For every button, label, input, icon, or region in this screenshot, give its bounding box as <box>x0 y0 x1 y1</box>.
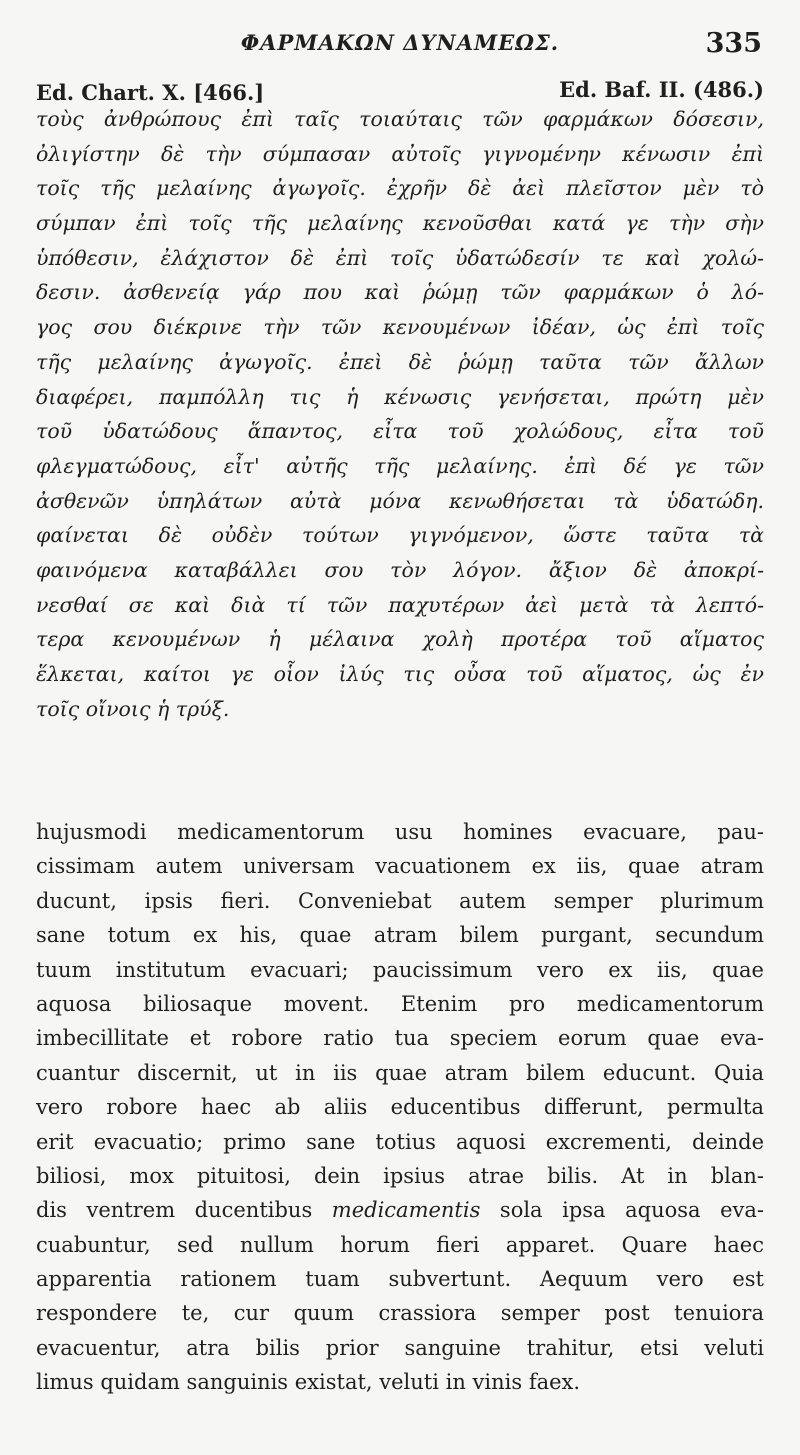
greek-text-block <box>36 102 764 726</box>
greek-text-line: τοῖς τῆς μελαίνης ἀγωγοῖς. ἐχρῆν δὲ ἀεὶ πλεῖστον μὲν τὸ <box>36 176 764 201</box>
latin-text-line: imbecillitate et robore ratio tua speciem eorum quae eva- <box>36 1026 764 1051</box>
greek-text-line: νεσθαί σε καὶ διὰ τί τῶν παχυτέρων ἀεὶ μετὰ τὰ λεπτό- <box>36 592 764 617</box>
greek-text-line: φλεγματώδους, εἶτ' αὐτῆς τῆς μελαίνης. ἐπὶ δέ γε τῶν <box>36 453 764 478</box>
edition-reference-left: Ed. Chart. X. [466.] <box>36 80 265 105</box>
greek-text-line: ὑπόθεσιν, ἐλάχιστον δὲ ἐπὶ τοῖς ὑδατώδεσίν τε καὶ χολώ- <box>36 245 764 270</box>
greek-text-line: διαφέρει, παμπόλλη τις ἡ κένωσις γενήσεται, πρώτη μὲν <box>36 384 764 409</box>
greek-text-line: τῆς μελαίνης ἀγωγοῖς. ἐπεὶ δὲ ῥώμῃ ταῦτα τῶν ἄλλων <box>36 349 764 374</box>
latin-text-line: cuabuntur, sed nullum horum fieri apparet. Quare haec <box>36 1232 764 1257</box>
greek-text-line: τοῦ ὑδατώδους ἅπαντος, εἶτα τοῦ χολώδους, εἶτα τοῦ <box>36 419 764 444</box>
latin-text-line: dis ventrem ducentibus medicamentis sola ipsa aquosa eva- <box>36 1198 764 1223</box>
latin-text-line: cissimam autem universam vacuationem ex iis, quae atram <box>36 854 764 879</box>
latin-text-block <box>36 815 764 1400</box>
latin-text-line: ducunt, ipsis fieri. Conveniebat autem semper plurimum <box>36 888 764 913</box>
greek-text-line: τοῖς οἴνοις ἡ τρύξ. <box>36 696 230 721</box>
greek-text-line: ἕλκεται, καίτοι γε οἷον ἰλύς τις οὖσα τοῦ αἵματος, ὡς ἐν <box>36 662 764 686</box>
greek-text-line: τοὺς ἀνθρώπους ἐπὶ ταῖς τοιαύταις τῶν φαρμάκων δόσεσιν, <box>36 107 764 131</box>
latin-text-line: biliosi, mox pituitosi, dein ipsius atrae bilis. At in blan- <box>36 1163 764 1188</box>
latin-text-line: apparentia rationem tuam subvertunt. Aequum vero est <box>36 1267 764 1292</box>
latin-text-line: evacuentur, atra bilis prior sanguine trahitur, etsi veluti <box>36 1335 764 1360</box>
latin-text-line: respondere te, cur quum crassiora semper post tenuiora <box>36 1301 764 1326</box>
page-number: 335 <box>705 28 762 59</box>
greek-text-line: ἀσθενῶν ὑπηλάτων αὐτὰ μόνα κενωθήσεται τὰ ὑδατώδη. <box>36 488 764 513</box>
greek-text-line: ὀλιγίστην δὲ τὴν σύμπασαν αὐτοῖς γιγνομένην κένωσιν ἐπὶ <box>36 141 764 166</box>
greek-text-line: δεσιν. ἀσθενείᾳ γάρ που καὶ ῥώμῃ τῶν φαρμάκων ὁ λό- <box>36 280 764 305</box>
running-title: ΦΑΡΜΑΚΩΝ ΔΥΝΑΜΕΩΣ. <box>240 30 560 55</box>
latin-text-line: tuum institutum evacuari; paucissimum vero ex iis, quae <box>36 957 764 982</box>
greek-text-line: φαίνεται δὲ οὐδὲν τούτων γιγνόμενον, ὥστε ταῦτα τὰ <box>36 523 764 548</box>
latin-text-line: limus quidam sanguinis existat, veluti in vinis faex. <box>36 1370 581 1395</box>
latin-text-line: sane totum ex his, quae atram bilem purgant, secundum <box>36 923 764 948</box>
latin-text-line: vero robore haec ab aliis educentibus differunt, permulta <box>36 1095 764 1120</box>
greek-text-line: τερα κενουμένων ἡ μέλαινα χολὴ προτέρα τοῦ αἵματος <box>36 627 764 652</box>
latin-text-line: hujusmodi medicamentorum usu homines evacuare, pau- <box>36 820 764 844</box>
edition-reference-right: Ed. Baf. II. (486.) <box>559 77 764 102</box>
greek-text-line: γος σου διέκρινε τὴν τῶν κενουμένων ἰδέαν, ὡς ἐπὶ τοῖς <box>36 315 764 340</box>
greek-text-line: σύμπαν ἐπὶ τοῖς τῆς μελαίνης κενοῦσθαι κατά γε τὴν σὴν <box>36 211 764 236</box>
greek-text-line: φαινόμενα καταβάλλει σου τὸν λόγον. ἄξιον δὲ ἀποκρί- <box>36 557 764 582</box>
latin-text-line: cuantur discernit, ut in iis quae atram bilem educunt. Quia <box>36 1060 764 1085</box>
latin-text-line: erit evacuatio; primo sane totius aquosi excrementi, deinde <box>36 1129 764 1154</box>
latin-text-line: aquosa biliosaque movent. Etenim pro medicamentorum <box>36 991 764 1016</box>
